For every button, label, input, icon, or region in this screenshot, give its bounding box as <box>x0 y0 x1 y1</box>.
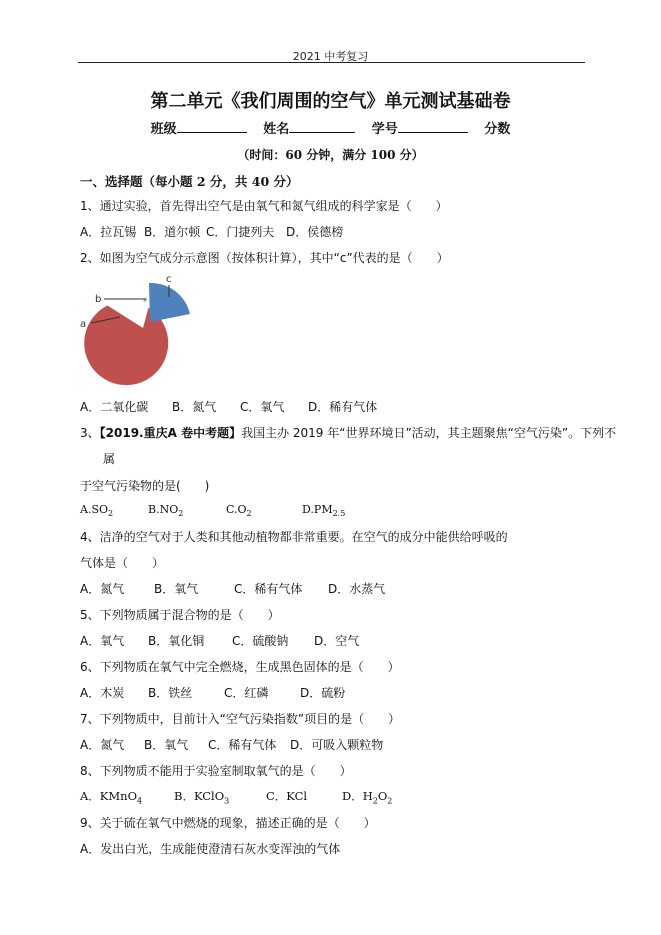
option-a[interactable]: A．二氧化碳 <box>80 400 149 414</box>
option-c[interactable]: C．硫酸钠 <box>232 634 289 648</box>
option-c[interactable]: C．氧气 <box>240 400 285 414</box>
name-label: 姓名 <box>263 122 290 137</box>
question-1: 1、通过实验，首先得出空气是由氧气和氮气组成的科学家是（ ） <box>80 199 448 213</box>
option-d[interactable]: D．侯德榜 <box>286 225 344 239</box>
question-9: 9、关于硫在氧气中燃烧的现象，描述正确的是（ ） <box>80 816 376 830</box>
question-6: 6、下列物质在氧气中完全燃烧，生成黑色固体的是（ ） <box>80 660 400 674</box>
question-9-options <box>80 840 340 857</box>
option-d[interactable]: $D.PM_{2.5}$ <box>302 503 346 519</box>
question-6-options <box>80 684 345 701</box>
class-label: 班级 <box>150 122 177 137</box>
option-d[interactable]: D．$H_2O_2$ <box>342 789 393 806</box>
option-a[interactable]: A．KMnO$_4$ <box>80 789 143 806</box>
class-field[interactable] <box>177 120 247 133</box>
question-3-source: 【2019.重庆A 卷中考题】 <box>99 426 242 440</box>
question-2-options <box>80 398 377 415</box>
option-a[interactable]: A．氮气 <box>80 582 125 596</box>
option-c[interactable]: C．红磷 <box>224 686 269 700</box>
question-3-number: 3、 <box>80 426 100 440</box>
section-heading: 一、选择题（每小题 2 分，共 40 分） <box>80 174 299 189</box>
question-4: 4、洁净的空气对于人类和其他动植物都非常重要。在空气的成分中能供给呼吸的 <box>80 530 508 544</box>
time-note: （时间：60 分钟，满分 100 分） <box>237 148 424 162</box>
option-d[interactable]: D．稀有气体 <box>308 400 378 414</box>
option-a[interactable]: A．氮气 <box>80 738 125 752</box>
pie-label-c: c <box>166 274 172 285</box>
header-rule <box>78 62 585 63</box>
option-d[interactable]: D．水蒸气 <box>328 582 386 596</box>
option-b[interactable]: B．KClO$_3$ <box>174 789 230 806</box>
question-8: 8、下列物质不能用于实验室制取氧气的是（ ） <box>80 764 352 778</box>
option-b[interactable]: B．氧化铜 <box>148 634 205 648</box>
air-composition-pie-chart <box>80 272 195 387</box>
question-7: 7、下列物质中，目前计入“空气污染指数”项目的是（ ） <box>80 712 401 726</box>
page-title: 第二单元《我们周围的空气》单元测试基础卷 <box>150 91 511 112</box>
question-3 <box>80 424 616 441</box>
question-3-line3: 于空气污染物的是( ) <box>80 479 210 493</box>
student-info-row <box>0 118 661 137</box>
page-header: 2021 中考复习 <box>292 50 369 63</box>
score-label: 分数 <box>484 122 511 137</box>
option-b[interactable]: $B.NO_2$ <box>148 503 184 519</box>
option-b[interactable]: B．氮气 <box>172 400 217 414</box>
question-2: 2、如图为空气成分示意图（按体积计算），其中“c”代表的是（ ） <box>80 251 449 265</box>
option-d[interactable]: D．空气 <box>314 634 360 648</box>
option-c[interactable]: C．稀有气体 <box>234 582 303 596</box>
question-3-options <box>80 503 345 518</box>
question-5: 5、下列物质属于混合物的是（ ） <box>80 608 280 622</box>
option-d[interactable]: D．可吸入颗粒物 <box>290 738 384 752</box>
option-c[interactable]: C．KCl <box>266 789 308 803</box>
option-d[interactable]: D．硫粉 <box>300 686 346 700</box>
option-a[interactable]: A．发出白光，生成能使澄清石灰水变浑浊的气体 <box>80 842 341 856</box>
option-c[interactable]: $C.O_2$ <box>226 503 252 519</box>
name-field[interactable] <box>289 120 355 133</box>
id-label: 学号 <box>371 122 398 137</box>
option-c[interactable]: C．门捷列夫 <box>206 225 275 239</box>
question-7-options <box>80 736 383 753</box>
option-b[interactable]: B．道尔顿 <box>144 225 201 239</box>
option-b[interactable]: B．铁丝 <box>148 686 193 700</box>
option-c[interactable]: C．稀有气体 <box>208 738 277 752</box>
question-3-line2: 属 <box>103 452 116 466</box>
question-3-stem: 我国主办 2019 年“世界环境日”活动，其主题聚焦“空气污染”。下列不 <box>241 426 617 440</box>
pie-label-b: b <box>95 294 102 305</box>
question-4-options <box>80 580 385 597</box>
option-b[interactable]: B．氧气 <box>144 738 189 752</box>
question-4-line2: 气体是（ ） <box>80 556 165 570</box>
option-b[interactable]: B．氧气 <box>154 582 199 596</box>
option-a[interactable]: A．氧气 <box>80 634 125 648</box>
question-1-options <box>80 223 343 240</box>
question-8-options <box>80 788 392 805</box>
pie-label-a: a <box>80 319 87 330</box>
option-a[interactable]: $A.SO_2$ <box>80 503 114 519</box>
option-a[interactable]: A．木炭 <box>80 686 125 700</box>
id-field[interactable] <box>398 120 468 133</box>
question-5-options <box>80 632 359 649</box>
option-a[interactable]: A．拉瓦锡 <box>80 225 137 239</box>
